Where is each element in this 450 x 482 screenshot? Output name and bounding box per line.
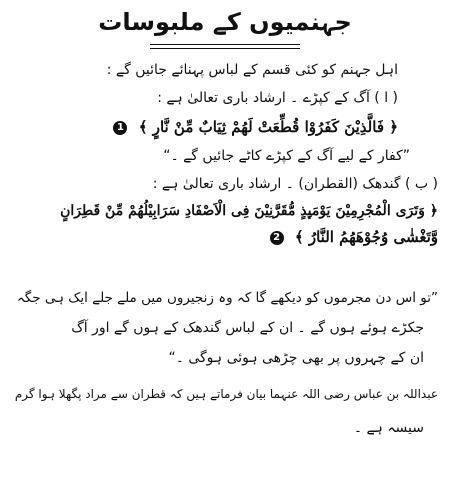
section-b-verse-text: وَّتَغْشٰى وُجُوْهَهُمُ النَّارُ ﴾ [294,228,438,246]
section-a-verse [113,116,398,138]
section-b-translation-line2: جکڑے ہوئے ہوں گے ۔ ان کے لباس گندھک کے ہوں گے اور آگ [71,320,424,336]
note-line1: عبداللہ بن عباس رضی اللہ عنہما بیان فرماتے ہیں کہ قطران سے مراد پگھلا ہوا گرم [14,387,438,401]
section-b-verse-line2 [270,226,438,248]
section-a-verse-text: ﴿ فَالَّذِیْنَ كَفَرُوْا قُطِّعَتْ لَهُمْ ثِیَابٌ مِّنْ نَّارٍ ﴾ [138,118,398,136]
title-underline [150,44,300,49]
section-b-verse-line1: ﴿ وَتَرَى الْمُجْرِمِیْنَ یَوْمَىِٕذٍ مُّقَرَّنِیْنَ فِی الْاَصْفَادِ سَرَابِیْلُهُمْ مِّنْ قَطِرَانٍ [60,203,438,219]
section-a-heading: ( ا ) آگ کے کپڑے ۔ ارشاد باری تعالیٰ ہے : [157,90,398,106]
section-b-translation-line1: ”تو اس دن مجرموں کو دیکھے گا کہ وہ زنجیروں میں ملے جلے ایک ہی جگہ [16,290,438,306]
verse-number-badge: 1 [113,121,127,135]
note-line2: سیسہ ہے ۔ [353,420,424,436]
page-title: جہنمیوں کے ملبوسات [98,8,352,36]
intro-text: اہل جہنم کو کئی قسم کے لباس پہنائے جائیں گے : [106,62,398,78]
section-b-translation-line3: ان کے چہروں پر بھی چڑھی ہوئی ہوگی ۔“ [168,350,424,366]
verse-number-badge: 2 [270,231,284,245]
section-b-heading: ( ب ) گندھک (القطران) ۔ ارشاد باری تعالیٰ ہے : [152,176,438,192]
section-a-translation: ”کفار کے لیے آگ کے کپڑے کاٹے جائیں گے ۔“ [163,148,410,164]
